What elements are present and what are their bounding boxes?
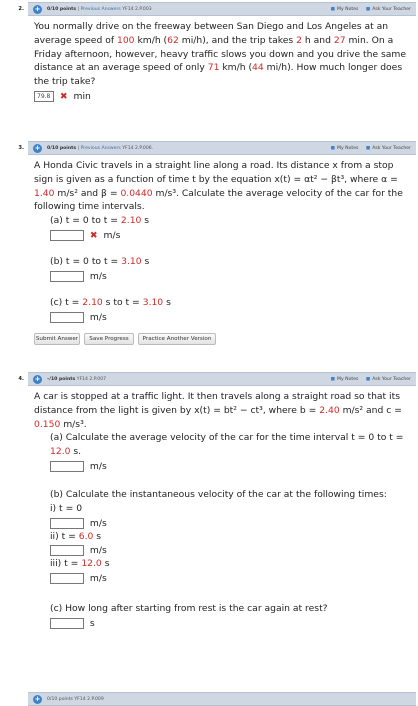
problem-header [18, 141, 416, 155]
incorrect-icon: ✖ [59, 90, 68, 102]
problem-5 [28, 692, 416, 706]
answer-unit: m/s [89, 460, 107, 472]
ask-teacher-link[interactable]: Ask Your Teacher [372, 377, 411, 382]
ask-teacher-link[interactable]: Ask Your Teacher [372, 7, 411, 12]
expand-icon[interactable]: + [34, 375, 41, 383]
problem-4 [18, 372, 416, 633]
problem-meta: –/10 points YF14 2.P.007 [47, 377, 107, 382]
answer-unit: m/s [103, 229, 121, 241]
problem-header [18, 372, 416, 386]
problem-meta: 0/10 points YF14 2.P.009 [47, 697, 104, 702]
answer-input[interactable] [50, 271, 84, 282]
previous-answers-link[interactable]: Previous Answers [80, 7, 121, 12]
answer-unit: m/s [89, 545, 107, 557]
answer-row [34, 460, 410, 476]
problem-body [28, 16, 416, 106]
answer-unit: min [73, 90, 91, 102]
problem-text: A car is stopped at a traffic light. It then travels along a straight road so that its distance from the light is given by x(t) = bt² − ct³, where b = 2.40 m/s² and c = 0.150 m/s³. [34, 391, 402, 430]
part-a [34, 214, 410, 245]
answer-input[interactable]: 79.8 [34, 91, 54, 102]
problem-number: 2. [18, 6, 24, 12]
problem-number: 3. [18, 145, 24, 151]
submit-answer-button[interactable]: Submit Answer [34, 333, 80, 345]
expand-icon[interactable]: + [34, 5, 41, 13]
button-bar [34, 333, 410, 347]
part-a [34, 431, 410, 476]
my-notes-link[interactable]: My Notes [337, 7, 359, 12]
sub-ii-label: ii) t = 6.0 s [50, 530, 102, 542]
problem-meta: 0/10 points | Previous Answers YF14 2.P.003 [47, 7, 152, 12]
sub-iii-label: iii) t = 12.0 s [50, 558, 110, 570]
answer-row [50, 572, 410, 588]
problem-header [18, 2, 416, 16]
answer-row [50, 229, 410, 245]
sub-i-label: i) t = 0 [50, 502, 83, 514]
expand-icon[interactable]: + [34, 144, 41, 152]
save-progress-button[interactable]: Save Progress [84, 333, 134, 345]
practice-another-version-button[interactable]: Practice Another Version [138, 333, 216, 345]
answer-row [50, 517, 410, 533]
answer-unit: m/s [89, 573, 107, 585]
problem-meta: 0/10 points | Previous Answers YF14 2.P.006. [47, 146, 154, 151]
problem-3 [18, 141, 416, 347]
answer-unit: m/s [89, 311, 107, 323]
answer-input[interactable] [50, 618, 84, 629]
problem-number: 4. [18, 376, 24, 382]
answer-input[interactable] [50, 312, 84, 323]
problem-text: You normally drive on the freeway between San Diego and Los Angeles at an average speed of 100 km/h (62 mi/h), and the trip takes 2 h and 27 min. On a Friday afternoon, however, heavy traffic slows you down and you drive the same distance at an average speed of only 71 km/h (44 mi/h). How much longer does the trip take? [34, 21, 407, 88]
previous-answers-link[interactable]: Previous Answers [80, 146, 121, 151]
part-c-label: (c) How long after starting from rest is the car again at rest? [50, 603, 328, 615]
problem-text: A Honda Civic travels in a straight line along a road. Its distance x from a stop sign is given as a function of time t by the equation x(t) = αt² − βt³, where α = 1.40 m/s² and β = 0.0440 m/s³. Calculate the average velocity of the car for the following time intervals. [34, 160, 403, 213]
part-c-label: (c) t = 2.10 s to t = 3.10 s [50, 296, 171, 308]
answer-input[interactable] [50, 461, 84, 472]
answer-unit: s [89, 617, 95, 629]
header-actions: ■ My Notes ■ Ask Your Teacher [330, 146, 411, 151]
part-c [34, 296, 410, 327]
answer-row [50, 544, 410, 560]
part-b [34, 255, 410, 286]
answer-input[interactable] [50, 230, 84, 241]
answer-input[interactable] [50, 518, 84, 529]
my-notes-link[interactable]: My Notes [337, 377, 359, 382]
expand-icon[interactable]: + [34, 695, 41, 703]
answer-input[interactable] [50, 573, 84, 584]
answer-unit: m/s [89, 270, 107, 282]
answer-row [50, 617, 410, 633]
answer-unit: m/s [89, 517, 107, 529]
part-b-label: (b) t = 0 to t = 3.10 s [50, 255, 150, 267]
answer-row [34, 90, 410, 106]
incorrect-icon: ✖ [89, 229, 98, 241]
answer-input[interactable] [50, 545, 84, 556]
part-b [34, 488, 410, 588]
part-c [34, 602, 410, 633]
problem-header [28, 692, 416, 706]
problem-2 [18, 2, 416, 106]
answer-row [50, 270, 410, 286]
header-actions: ■ My Notes ■ Ask Your Teacher [330, 7, 411, 12]
header-actions: ■ My Notes ■ Ask Your Teacher [330, 377, 411, 382]
my-notes-link[interactable]: My Notes [337, 146, 359, 151]
problem-body [28, 386, 416, 633]
part-b-label: (b) Calculate the instantaneous velocity of the car at the following times: [50, 488, 387, 500]
problem-body [28, 155, 416, 347]
ask-teacher-link[interactable]: Ask Your Teacher [372, 146, 411, 151]
part-a-label: (a) Calculate the average velocity of the car for the time interval t = 0 to t = 12.0 s. [50, 432, 404, 458]
part-a-label: (a) t = 0 to t = 2.10 s [50, 215, 150, 227]
answer-row [50, 311, 410, 327]
